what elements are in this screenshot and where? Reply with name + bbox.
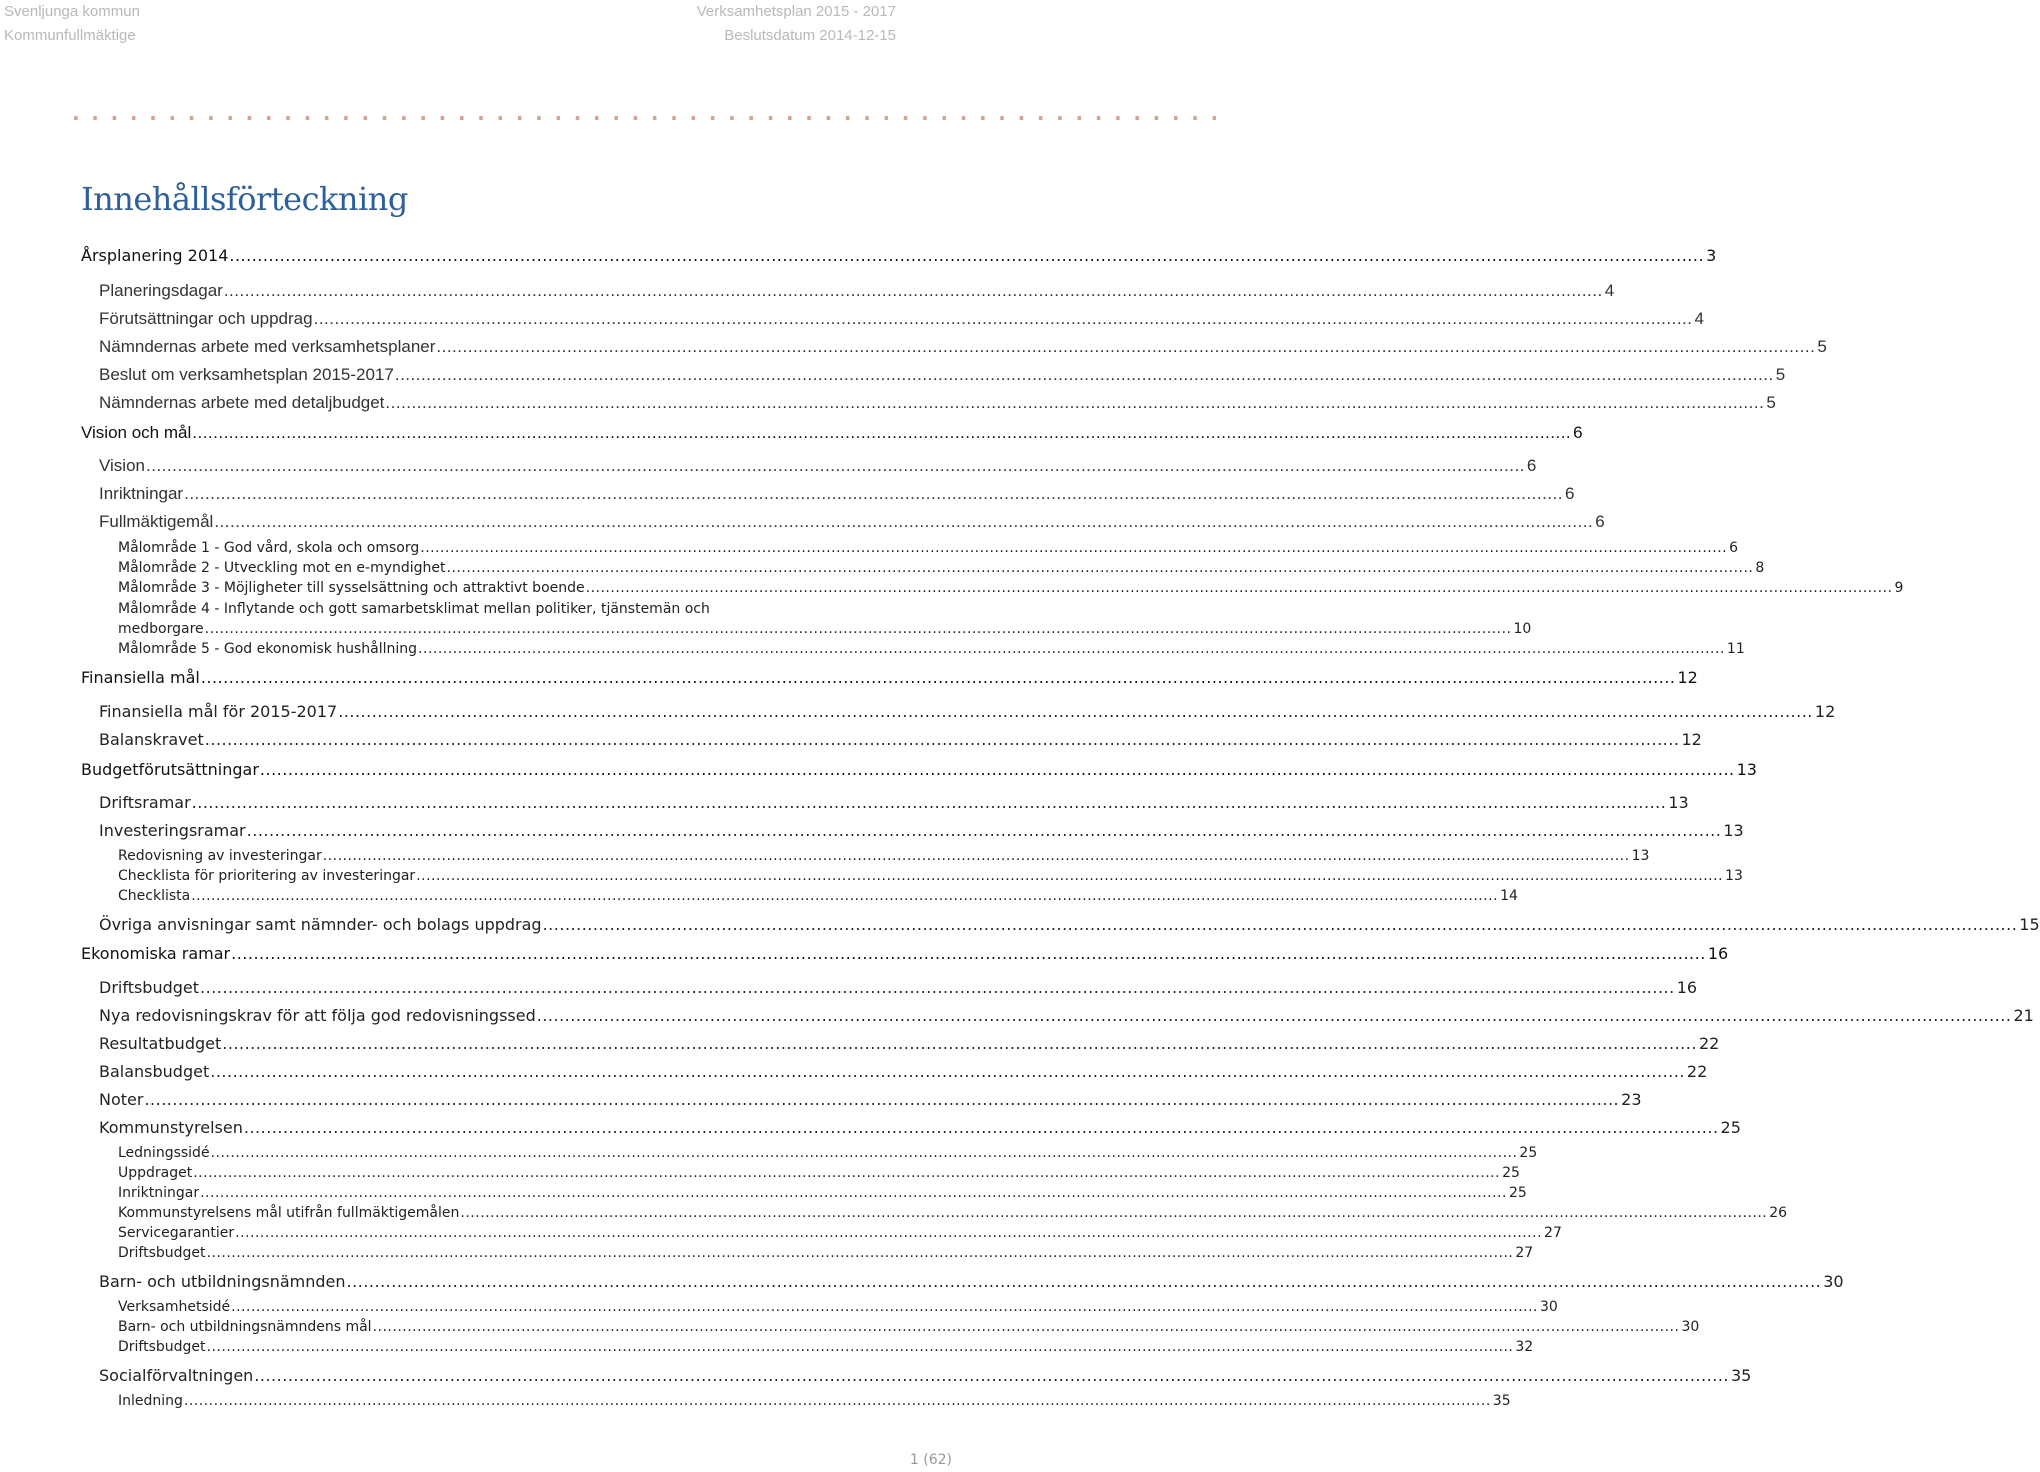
toc-entry-noter[interactable]: Noter ..... 23 xyxy=(99,1090,815,1109)
toc-entry-checklista-prioritering[interactable]: Checklista för prioritering av investeringar ..... 13 xyxy=(118,868,815,884)
toc-entry-redovisning-investeringar[interactable]: Redovisning av investeringar ..... 13 xyxy=(118,848,815,864)
toc-entry-inriktningar[interactable]: Inriktningar ..... 6 xyxy=(99,484,815,504)
toc-page: 10 xyxy=(1513,621,1532,637)
toc-entry-vision[interactable]: Vision ..... 6 xyxy=(99,456,815,476)
toc-page: 6 xyxy=(1573,423,1583,442)
toc-entry-uppdraget[interactable]: Uppdraget ..... 25 xyxy=(118,1165,815,1181)
toc-page: 35 xyxy=(1730,1366,1752,1385)
toc-page: 4 xyxy=(1694,309,1704,328)
toc-entry-finansiella-mal-2015[interactable]: Finansiella mål för 2015-2017 ..... 12 xyxy=(99,702,815,721)
dotted-rule: ............................................................ xyxy=(72,101,1230,125)
toc-entry-checklista[interactable]: Checklista ..... 14 xyxy=(118,888,815,904)
toc-entry-redovisningskrav[interactable]: Nya redovisningskrav för att följa god redovisningssed ..... 21 xyxy=(99,1006,815,1025)
toc-page: 16 xyxy=(1707,944,1729,963)
toc-entry-bun-mal[interactable]: Barn- och utbildningsnämndens mål ..... 30 xyxy=(118,1319,815,1335)
toc-page: 15 xyxy=(2019,915,2040,934)
toc-page: 14 xyxy=(1500,888,1518,904)
toc-page: 6 xyxy=(1729,540,1739,556)
toc-entry-driftsramar[interactable]: Driftsramar ..... 13 xyxy=(99,793,815,812)
toc-entry-malomrade-4[interactable]: Målområde 4 - Inflytande och gott samarbetsklimat mellan politiker, tjänstemän och medborgare ..... 10 xyxy=(118,599,815,639)
toc-entry-inledning[interactable]: Inledning ..... 35 xyxy=(118,1393,815,1409)
toc-entry-ledningsside[interactable]: Ledningssidé ..... 25 xyxy=(118,1145,815,1161)
toc-page: 5 xyxy=(1766,393,1776,412)
toc-entry-resultatbudget[interactable]: Resultatbudget ..... 22 xyxy=(99,1034,815,1053)
toc-entry-arsplanering[interactable]: Årsplanering 2014 ..... 3 xyxy=(81,246,815,265)
toc-page: 3 xyxy=(1706,246,1717,265)
toc-page: 6 xyxy=(1526,456,1537,475)
toc-entry-ks-driftsbudget[interactable]: Driftsbudget ..... 27 xyxy=(118,1245,815,1261)
toc-page: 30 xyxy=(1540,1299,1558,1315)
toc-page: 13 xyxy=(1723,821,1744,840)
toc-entry-planeringsdagar[interactable]: Planeringsdagar ..... 4 xyxy=(99,281,815,301)
toc-entry-vision-och-mal[interactable]: Vision och mål ..... 6 xyxy=(81,423,815,443)
toc-page: 23 xyxy=(1621,1090,1642,1109)
toc-page: 8 xyxy=(1755,560,1765,576)
toc-page: 11 xyxy=(1726,641,1745,657)
toc-page: 35 xyxy=(1492,1393,1511,1409)
toc-entry-bun-driftsbudget[interactable]: Driftsbudget ..... 32 xyxy=(118,1339,815,1355)
toc-page: 32 xyxy=(1515,1339,1534,1355)
toc-entry-ks-inriktningar[interactable]: Inriktningar ..... 25 xyxy=(118,1185,815,1201)
toc-page: 12 xyxy=(1681,730,1702,749)
toc-entry-text-line1: Målområde 4 - Inflytande och gott samarbetsklimat mellan politiker, tjänstemän och xyxy=(118,601,710,617)
toc-entry-malomrade-2[interactable]: Målområde 2 - Utveckling mot en e-myndighet ..... 8 xyxy=(118,560,815,576)
toc-page: 13 xyxy=(1725,868,1743,884)
toc-page: 27 xyxy=(1515,1245,1534,1261)
toc-page: 25 xyxy=(1720,1118,1741,1137)
toc-entry-detaljbudget[interactable]: Nämndernas arbete med detaljbudget ..... 5 xyxy=(99,393,815,413)
toc-page: 22 xyxy=(1686,1062,1708,1081)
toc-entry-verksamhetside[interactable]: Verksamhetsidé ..... 30 xyxy=(118,1299,815,1315)
toc-entry-barn-och-utbildning[interactable]: Barn- och utbildningsnämnden ..... 30 xyxy=(99,1272,815,1291)
toc-page: 26 xyxy=(1769,1205,1788,1221)
toc-page: 13 xyxy=(1631,848,1650,864)
header-decision-date: Beslutsdatum 2014-12-15 xyxy=(724,27,896,44)
page-title: Innehållsförteckning xyxy=(81,180,408,218)
toc-entry-investeringsramar[interactable]: Investeringsramar ..... 13 xyxy=(99,821,815,840)
toc-entry-finansiella-mal[interactable]: Finansiella mål ..... 12 xyxy=(81,668,815,687)
toc-entry-beslut[interactable]: Beslut om verksamhetsplan 2015-2017 ..... 5 xyxy=(99,365,815,385)
toc-page: 9 xyxy=(1894,580,1904,596)
toc-page: 5 xyxy=(1817,337,1827,356)
toc-page: 12 xyxy=(1814,702,1836,721)
toc-page: 6 xyxy=(1565,484,1575,503)
toc-page: 30 xyxy=(1823,1272,1844,1291)
header-council: Kommunfullmäktige xyxy=(4,27,136,44)
toc-entry-balanskravet[interactable]: Balanskravet ..... 12 xyxy=(99,730,815,749)
header-municipality: Svenljunga kommun xyxy=(4,3,140,20)
toc-entry-kommunstyrelsen[interactable]: Kommunstyrelsen ..... 25 xyxy=(99,1118,815,1137)
toc-page: 25 xyxy=(1519,1145,1538,1161)
toc-entry-ekonomiska-ramar[interactable]: Ekonomiska ramar ..... 16 xyxy=(81,944,815,963)
toc-entry-budgetforutsattningar[interactable]: Budgetförutsättningar ..... 13 xyxy=(81,760,815,779)
header-plan: Verksamhetsplan 2015 - 2017 xyxy=(696,3,896,20)
toc-entry-balansbudget[interactable]: Balansbudget ..... 22 xyxy=(99,1062,815,1081)
toc-entry-forutsattningar[interactable]: Förutsättningar och uppdrag ..... 4 xyxy=(99,309,815,329)
toc-entry-malomrade-3[interactable]: Målområde 3 - Möjligheter till sysselsättning och attraktivt boende ..... 9 xyxy=(118,580,815,596)
toc-page: 13 xyxy=(1736,760,1757,779)
toc-page: 4 xyxy=(1604,281,1615,300)
toc-page: 30 xyxy=(1681,1319,1700,1335)
toc-page: 21 xyxy=(2013,1006,2034,1025)
toc-entry-socialforvaltningen[interactable]: Socialförvaltningen ..... 35 xyxy=(99,1366,815,1385)
toc-entry-malomrade-1[interactable]: Målområde 1 - God vård, skola och omsorg ..... 6 xyxy=(118,540,815,556)
toc-entry-ks-mal[interactable]: Kommunstyrelsens mål utifrån fullmäktigemålen ..... 26 xyxy=(118,1205,815,1221)
toc-page: 6 xyxy=(1595,512,1605,531)
toc-entry-namndernas-arbete[interactable]: Nämndernas arbete med verksamhetsplaner ..... 5 xyxy=(99,337,815,357)
toc-entry-servicegarantier[interactable]: Servicegarantier ..... 27 xyxy=(118,1225,815,1241)
toc-entry-fullmaktigemal[interactable]: Fullmäktigemål ..... 6 xyxy=(99,512,815,532)
toc-page: 22 xyxy=(1698,1034,1720,1053)
toc-entry-malomrade-5[interactable]: Målområde 5 - God ekonomisk hushållning ..... 11 xyxy=(118,641,815,657)
toc-page: 16 xyxy=(1676,978,1698,997)
page-number: 1 (62) xyxy=(909,1452,952,1468)
toc-page: 13 xyxy=(1668,793,1689,812)
toc-page: 25 xyxy=(1508,1185,1527,1201)
toc-page: 12 xyxy=(1677,668,1698,687)
toc-entry-ovriga-anvisningar[interactable]: Övriga anvisningar samt nämnder- och bolags uppdrag ..... 15 xyxy=(99,915,815,934)
toc-page: 27 xyxy=(1544,1225,1562,1241)
toc-page: 25 xyxy=(1502,1165,1520,1181)
toc-entry-driftsbudget[interactable]: Driftsbudget ..... 16 xyxy=(99,978,815,997)
toc-page: 5 xyxy=(1775,365,1786,384)
